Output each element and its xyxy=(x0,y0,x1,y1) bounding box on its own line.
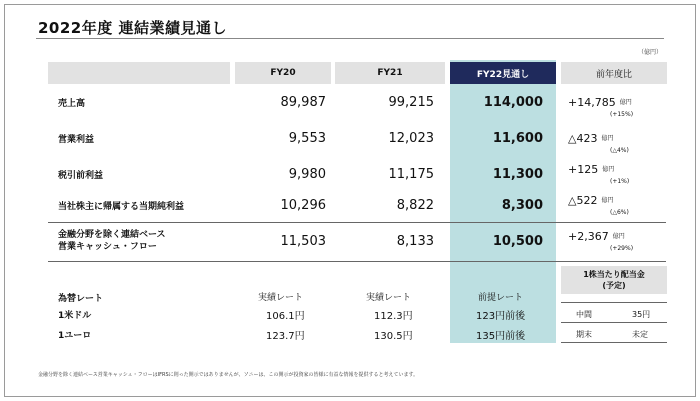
row-net-pct: (△6%) xyxy=(610,209,629,216)
fx-row-usd-label: 1米ドル xyxy=(58,311,92,321)
row-sales-change: +14,785 億円 xyxy=(568,96,632,109)
dividend-interim-label: 中間 xyxy=(576,310,592,319)
row-pretax-fy21: 11,175 xyxy=(388,167,434,182)
header-blank xyxy=(48,62,230,84)
row-pretax-pct: (+1%) xyxy=(610,178,630,185)
fx-header-fy21: 実績レート xyxy=(366,293,412,303)
row-ocf-change: +2,367 億円 xyxy=(568,230,625,243)
row-pretax-fy20: 9,980 xyxy=(288,167,326,182)
unit-label: （億円） xyxy=(637,49,662,56)
header-fy22: FY22見通し xyxy=(450,62,556,84)
row-op-change: △423 億円 xyxy=(568,132,614,145)
fx-row-eur-label: 1ユーロ xyxy=(58,331,92,341)
row-sales-fy22: 114,000 xyxy=(483,95,543,110)
dividend-yearend-label: 期末 xyxy=(576,330,592,339)
row-sales-fy21: 99,215 xyxy=(388,95,434,110)
row-net-change: △522 億円 xyxy=(568,194,614,207)
row-label-net-income: 当社株主に帰属する当期純利益 xyxy=(58,202,185,212)
fx-header-fy20: 実績レート xyxy=(258,293,304,303)
fx-eur-fy22: 135円前後 xyxy=(476,331,526,342)
row-net-fy21: 8,822 xyxy=(396,198,434,213)
row-ocf-fy21: 8,133 xyxy=(396,234,434,249)
row-sales-pct: (+15%) xyxy=(610,111,634,118)
fx-header-fy22: 前提レート xyxy=(478,293,524,303)
dividend-yearend-value: 未定 xyxy=(632,330,648,339)
table-bottom-rule xyxy=(48,261,666,262)
title-divider xyxy=(36,38,664,39)
header-fy20: FY20 xyxy=(235,62,331,84)
fx-usd-fy21: 112.3円 xyxy=(374,311,413,322)
row-label-pretax-income: 税引前利益 xyxy=(58,171,104,181)
header-fy21: FY21 xyxy=(335,62,445,84)
page-title: 2022年度 連結業績見通し xyxy=(38,19,227,37)
fx-usd-fy22: 123円前後 xyxy=(476,311,526,322)
dividend-header: 1株当たり配当金 (予定) xyxy=(561,266,667,294)
dividend-rule-bottom xyxy=(561,342,667,343)
row-op-fy22: 11,600 xyxy=(492,131,543,146)
dividend-rule-top xyxy=(561,302,667,303)
row-pretax-fy22: 11,300 xyxy=(492,167,543,182)
row-net-fy20: 10,296 xyxy=(280,198,326,213)
row-ocf-fy22: 10,500 xyxy=(492,234,543,249)
row-label-operating-income: 営業利益 xyxy=(58,135,95,145)
row-ocf-fy20: 11,503 xyxy=(280,234,326,249)
row-separator xyxy=(48,222,666,223)
row-pretax-change: +125 億円 xyxy=(568,163,615,176)
dividend-rule-mid xyxy=(561,322,667,323)
fx-eur-fy20: 123.7円 xyxy=(266,331,305,342)
row-label-operating-cash-flow: 金融分野を除く連結ベース 営業キャッシュ・フロー xyxy=(58,230,166,252)
fx-eur-fy21: 130.5円 xyxy=(374,331,413,342)
row-ocf-pct: (+29%) xyxy=(610,245,634,252)
row-op-fy20: 9,553 xyxy=(288,131,326,146)
row-op-fy21: 12,023 xyxy=(388,131,434,146)
fx-section-label: 為替レート xyxy=(58,294,104,304)
footnote: 金融分野を除く連結ベース営業キャッシュ・フローはIFRSに則った開示ではありませんが、ソニーは、この開示が投資家の皆様に有益な情報を提供すると考えています。 xyxy=(38,372,419,378)
fx-usd-fy20: 106.1円 xyxy=(266,311,305,322)
header-yoy: 前年度比 xyxy=(561,62,667,84)
row-net-fy22: 8,300 xyxy=(501,198,543,213)
row-label-sales: 売上高 xyxy=(58,99,86,109)
dividend-interim-value: 35円 xyxy=(632,310,651,319)
row-sales-fy20: 89,987 xyxy=(280,95,326,110)
row-op-pct: (△4%) xyxy=(610,147,629,154)
